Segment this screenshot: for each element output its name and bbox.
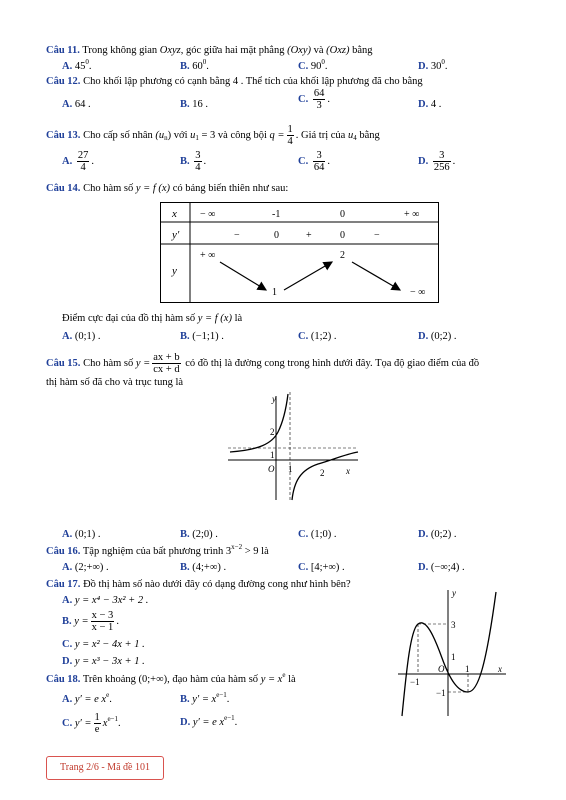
q11-text4: bằng bbox=[349, 45, 373, 56]
num: 3 bbox=[313, 150, 326, 162]
q18-label: Câu 18. bbox=[46, 674, 81, 685]
frac bbox=[91, 610, 115, 633]
sign: + bbox=[306, 230, 312, 241]
yeq: y = bbox=[135, 357, 151, 369]
opt-key: A. bbox=[62, 99, 73, 110]
q11-sym: Oxyz bbox=[159, 45, 181, 56]
q16-opt-a[interactable] bbox=[62, 561, 109, 574]
opt-key: D. bbox=[418, 562, 429, 573]
opt-val: 90 bbox=[310, 61, 322, 72]
q14-t1: Cho hàm số bbox=[80, 183, 136, 194]
opt-val: (1;0) . bbox=[310, 529, 337, 540]
deg: 0 bbox=[321, 58, 325, 66]
yprime-header: y′ bbox=[172, 229, 180, 241]
frac bbox=[94, 712, 101, 735]
frac bbox=[77, 150, 90, 173]
num: 64 bbox=[313, 88, 325, 99]
opt-val: y = x³ − 3x + 1 . bbox=[74, 656, 145, 667]
opt-key: D. bbox=[418, 99, 429, 110]
opt-val: 4 . bbox=[430, 99, 442, 110]
opt-key: C. bbox=[298, 94, 309, 105]
exp: x−2 bbox=[231, 543, 243, 551]
u1v: = 3 bbox=[198, 129, 216, 141]
opt-val: (2;0) . bbox=[192, 529, 218, 540]
q17-graph bbox=[398, 586, 510, 718]
opt-val: (0;2) . bbox=[430, 331, 457, 342]
q13-opt-d[interactable]: D. $\frac{3}{256}$ . bbox=[418, 150, 456, 173]
q16-label: Câu 16. bbox=[46, 546, 81, 557]
q14-opt-b[interactable] bbox=[180, 330, 224, 343]
origin-label: O bbox=[268, 464, 275, 474]
q14-opt-d[interactable] bbox=[418, 330, 457, 343]
q11-label: Câu 11. bbox=[46, 45, 80, 56]
q16-stem bbox=[46, 545, 269, 558]
opt-val: (−1;1) . bbox=[192, 331, 224, 342]
opt-val: (−∞;4) . bbox=[430, 562, 465, 573]
opt-val: (1;2) . bbox=[310, 331, 337, 342]
num: 3 bbox=[433, 150, 451, 162]
den: 64 bbox=[313, 162, 325, 173]
opt-key: B. bbox=[180, 694, 190, 705]
den: 3 bbox=[316, 100, 322, 111]
q13-opt-c[interactable]: C. $\frac{3}{64}$ . bbox=[298, 150, 330, 173]
q14-label: Câu 14. bbox=[46, 183, 81, 194]
frac bbox=[313, 150, 326, 173]
sign: 0 bbox=[340, 230, 345, 241]
u1: u bbox=[190, 129, 196, 141]
num: 3 bbox=[195, 150, 201, 161]
den: 256 bbox=[433, 162, 450, 173]
frac bbox=[152, 352, 180, 375]
q15-opt-b[interactable] bbox=[180, 528, 218, 541]
opt-val: (0;1) . bbox=[74, 529, 101, 540]
fx: y = f (x) bbox=[135, 183, 171, 194]
q14-stem bbox=[46, 182, 288, 195]
curve-left bbox=[230, 394, 288, 452]
la: là bbox=[231, 313, 243, 324]
opt-val: y′ = x bbox=[192, 694, 217, 705]
x-tick-2: 2 bbox=[320, 468, 325, 478]
q16-t1: Tập nghiệm của bất phương trình bbox=[80, 546, 226, 557]
origin-label: O bbox=[438, 664, 445, 674]
opt-sup: e−1 bbox=[224, 714, 235, 722]
opt-val: (2;+∞) . bbox=[74, 562, 109, 573]
q13-stem bbox=[46, 124, 380, 147]
y-val: 1 bbox=[272, 287, 277, 298]
opt-key: A. bbox=[62, 156, 73, 167]
q15-t1: Cho hàm số bbox=[80, 357, 136, 369]
q14-opt-c[interactable] bbox=[298, 330, 337, 343]
q14-question bbox=[62, 312, 242, 325]
q16-t2: là bbox=[258, 546, 269, 557]
opt-val: (0;1) . bbox=[74, 331, 101, 342]
opt-key: A. bbox=[62, 562, 73, 573]
fx2: y = f (x) bbox=[197, 313, 232, 324]
opt-key: D. bbox=[418, 529, 429, 540]
opt-key: C. bbox=[298, 529, 309, 540]
q18-t1: Trên khoảng bbox=[80, 674, 139, 685]
opt-key: C. bbox=[298, 562, 309, 573]
opt-val: 60 bbox=[192, 61, 203, 72]
q18-t2: , đạo hàm của hàm số bbox=[167, 674, 261, 685]
opt-val: (4;+∞) . bbox=[192, 562, 227, 573]
sign: − bbox=[234, 230, 240, 241]
q14-question-text: Điểm cực đại của đồ thị hàm số bbox=[62, 313, 198, 324]
den: 4 bbox=[287, 136, 293, 147]
opt-val: 64 . bbox=[74, 99, 91, 110]
x-label: x bbox=[346, 466, 350, 476]
q11-text: Trong không gian bbox=[79, 45, 160, 56]
opt-post: . bbox=[226, 694, 230, 705]
q17-stem bbox=[46, 578, 351, 591]
y-val: 2 bbox=[340, 250, 345, 261]
q17-t1: Đồ thị hàm số nào dưới đây có dạng đường cong như hình bên? bbox=[80, 579, 351, 590]
q13-opt-a[interactable]: A. $\frac{27}{4}$ . bbox=[62, 150, 94, 173]
opt-key: A. bbox=[62, 529, 73, 540]
arrow-up bbox=[284, 262, 332, 290]
opt-key: B. bbox=[180, 331, 190, 342]
opt-key: A. bbox=[62, 61, 73, 72]
opt-key: B. bbox=[180, 61, 190, 72]
q17-label: Câu 17. bbox=[46, 579, 81, 590]
x-tick-1: 1 bbox=[288, 464, 293, 474]
q13-opt-b[interactable]: B. $\frac{3}{4}$ . bbox=[180, 150, 207, 173]
u4: u bbox=[347, 129, 354, 141]
q16-opt-b[interactable] bbox=[180, 561, 226, 574]
x-tick-m1: −1 bbox=[410, 677, 420, 687]
opt-val: [4;+∞) . bbox=[310, 562, 345, 573]
q12-stem bbox=[46, 75, 423, 88]
q17-opt-b[interactable] bbox=[62, 610, 119, 633]
q11-opt-b[interactable]: B. $60^0$. bbox=[180, 58, 209, 72]
opt-key: A. bbox=[62, 331, 73, 342]
q13-t4: . Giá trị của bbox=[295, 129, 348, 141]
q17-opt-d[interactable] bbox=[62, 655, 145, 668]
opt-val: y = x⁴ − 3x² + 2 . bbox=[74, 595, 149, 606]
page-footer: Trang 2/6 - Mã đề 101 bbox=[46, 756, 164, 780]
q12-label: Câu 12. bbox=[46, 76, 81, 87]
opt-key: A. bbox=[62, 595, 73, 606]
frac bbox=[433, 150, 451, 173]
y-tick-2: 2 bbox=[270, 427, 275, 437]
q15-t2: có đồ thị là đường cong trong hình dưới đây. Tọa độ giao điểm của đồ bbox=[182, 357, 480, 369]
y-val: + ∞ bbox=[200, 250, 216, 261]
sign: − bbox=[374, 230, 380, 241]
y-header: y bbox=[172, 265, 177, 277]
q17-opt-c[interactable] bbox=[62, 638, 145, 651]
opt-sup: e bbox=[106, 691, 110, 699]
x-tick-1: 1 bbox=[465, 664, 470, 674]
exp: e bbox=[282, 671, 286, 679]
q18-t3: là bbox=[285, 674, 296, 685]
opt-key: C. bbox=[298, 61, 309, 72]
den: 4 bbox=[195, 162, 201, 173]
opt-val: 45 bbox=[74, 61, 86, 72]
q12-text: Cho khối lập phương có cạnh bằng 4 . Thể tích của khối lập phương đã cho bằng bbox=[80, 76, 423, 87]
opt-val: 30 bbox=[430, 61, 442, 72]
x-header: x bbox=[172, 208, 177, 220]
q18-opt-b[interactable] bbox=[180, 693, 229, 706]
deg: 0 bbox=[441, 58, 445, 66]
q16-opt-d[interactable] bbox=[418, 561, 465, 574]
func: y = x bbox=[260, 674, 283, 685]
deg: 0 bbox=[85, 58, 89, 66]
q12-opt-a[interactable] bbox=[62, 98, 91, 111]
q12-opt-b[interactable] bbox=[180, 98, 208, 111]
x-val: -1 bbox=[272, 209, 281, 220]
arrow-down bbox=[220, 262, 266, 290]
q15-t3: thị hàm số đã cho và trục tung là bbox=[46, 377, 184, 388]
den: x − 1 bbox=[91, 622, 114, 633]
q15-opt-c[interactable] bbox=[298, 528, 337, 541]
variation-table bbox=[160, 202, 440, 304]
sub: n bbox=[164, 133, 168, 142]
opt-key: C. bbox=[298, 331, 309, 342]
q14-opt-a[interactable] bbox=[62, 330, 101, 343]
frac bbox=[313, 88, 326, 111]
opt-key: B. bbox=[180, 562, 190, 573]
q16-opt-c[interactable] bbox=[298, 561, 345, 574]
q14-t2: có bảng biến thiên như sau: bbox=[170, 183, 289, 194]
ineq: 3 bbox=[225, 546, 232, 557]
interval: (0;+∞) bbox=[138, 674, 168, 685]
y-tick-1: 1 bbox=[451, 652, 456, 662]
opt-val: y = x² − 4x + 1 . bbox=[74, 639, 145, 650]
opt-pre: y = bbox=[74, 615, 89, 627]
den: 4 bbox=[80, 162, 86, 173]
un: (u bbox=[155, 129, 165, 141]
y-label: y bbox=[272, 394, 276, 404]
y-tick-m1: −1 bbox=[436, 688, 446, 698]
q18-opt-a[interactable] bbox=[62, 693, 112, 706]
q15-graph bbox=[228, 392, 363, 502]
x-val: − ∞ bbox=[200, 209, 216, 220]
q12-opt-c[interactable]: C. $\frac{64}{3}$ . bbox=[298, 88, 330, 111]
opt-key: C. bbox=[62, 639, 73, 650]
arrow-down bbox=[352, 262, 400, 290]
opt-val: x bbox=[102, 717, 108, 729]
opt-key: C. bbox=[298, 156, 309, 167]
opt-key: B. bbox=[180, 99, 190, 110]
sub: 1 bbox=[195, 133, 199, 142]
sub: 4 bbox=[353, 133, 357, 142]
q13-t5: bằng bbox=[356, 129, 380, 141]
opt-pre: y′ = bbox=[74, 717, 92, 729]
q11-opt-d[interactable]: D. $30^0$. bbox=[418, 58, 448, 72]
deg: 0 bbox=[202, 58, 207, 66]
q11-opt-a[interactable]: A. $45^0$. bbox=[62, 58, 92, 72]
opt-key: B. bbox=[180, 156, 190, 167]
opt-key: A. bbox=[62, 694, 73, 705]
sign: 0 bbox=[274, 230, 279, 241]
opt-val: y′ = e x bbox=[74, 694, 107, 705]
y-tick-3: 3 bbox=[451, 620, 456, 630]
q11-opt-c[interactable]: C. $90^0$. bbox=[298, 58, 328, 72]
qv: q = bbox=[269, 129, 285, 141]
curve-right bbox=[292, 452, 358, 500]
q11-text2: , góc giữa hai mặt phẳng bbox=[180, 45, 288, 56]
y-label: y bbox=[452, 588, 456, 598]
q11-text3: và bbox=[310, 45, 327, 56]
q18-opt-d[interactable] bbox=[180, 716, 237, 729]
opt-key: D. bbox=[418, 331, 429, 342]
num: 1 bbox=[287, 124, 293, 135]
opt-val: y′ = e x bbox=[192, 717, 225, 728]
opt-key: B. bbox=[62, 616, 72, 627]
num: ax + b bbox=[153, 352, 180, 363]
y-tick-1: 1 bbox=[270, 450, 275, 460]
opt-sup: e−1 bbox=[216, 691, 227, 699]
opt-key: D. bbox=[418, 156, 429, 167]
num: 27 bbox=[77, 150, 89, 161]
q18-opt-c[interactable] bbox=[62, 712, 121, 735]
opt-key: C. bbox=[62, 718, 73, 729]
q12-opt-d[interactable] bbox=[418, 98, 441, 111]
q13-t2: với bbox=[171, 129, 191, 141]
un2: ) bbox=[167, 129, 172, 141]
opt-val: 16 . bbox=[192, 99, 209, 110]
q15-stem2 bbox=[46, 376, 183, 389]
opt-post: . bbox=[116, 615, 119, 627]
opt-key: D. bbox=[62, 656, 73, 667]
num: x − 3 bbox=[91, 610, 114, 621]
q18-stem bbox=[46, 673, 296, 686]
q11-plane2: (Oxz) bbox=[326, 45, 350, 56]
x-val: 0 bbox=[340, 209, 345, 220]
x-label: x bbox=[498, 664, 502, 674]
num: 1 bbox=[94, 712, 100, 723]
y-val: − ∞ bbox=[410, 287, 426, 298]
opt-post: . bbox=[109, 694, 112, 705]
q15-opt-a[interactable] bbox=[62, 528, 101, 541]
opt-key: D. bbox=[418, 61, 429, 72]
opt-post: . bbox=[234, 717, 238, 728]
x-val: + ∞ bbox=[404, 209, 420, 220]
q15-label: Câu 15. bbox=[46, 357, 81, 369]
q17-opt-a[interactable] bbox=[62, 594, 148, 607]
opt-post: . bbox=[118, 717, 121, 729]
den: e bbox=[94, 724, 100, 735]
q15-opt-d[interactable] bbox=[418, 528, 457, 541]
opt-key: B. bbox=[180, 529, 190, 540]
frac bbox=[194, 150, 201, 173]
ineq2: > 9 bbox=[242, 546, 259, 557]
q13-t1: Cho cấp số nhân bbox=[80, 129, 156, 141]
q13-label: Câu 13. bbox=[46, 129, 81, 141]
cubic-curve bbox=[402, 592, 496, 716]
frac bbox=[287, 124, 294, 147]
q11-plane1: (Oxy) bbox=[287, 45, 311, 56]
opt-sup: e−1 bbox=[107, 714, 118, 723]
opt-key: D. bbox=[180, 717, 191, 728]
q15-stem bbox=[46, 352, 479, 375]
q11-stem bbox=[46, 44, 373, 57]
den: cx + d bbox=[153, 364, 180, 375]
q13-t3: và công bội bbox=[215, 129, 270, 141]
opt-val: (0;2) . bbox=[430, 529, 457, 540]
